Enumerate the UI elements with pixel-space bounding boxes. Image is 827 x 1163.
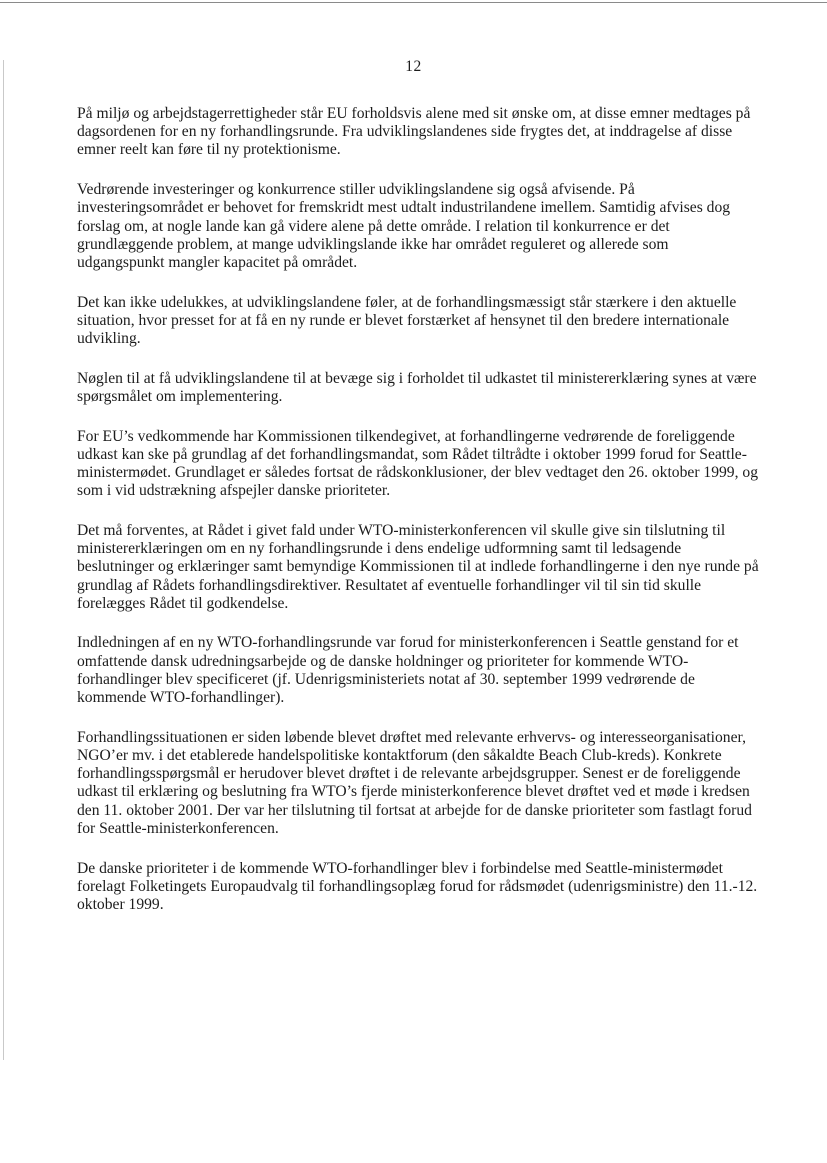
paragraph-negotiating-position: Det kan ikke udelukkes, at udviklingslandene føler, at de forhandlingsmæssigt står stærkere i den aktuelle situation, hvor presset for at få en ny runde er blevet forstærket af hensynet til den bredere internationale udvikling. <box>77 293 737 348</box>
scan-top-edge <box>0 2 827 3</box>
scan-left-edge <box>3 60 4 1060</box>
page-number: 12 <box>405 58 422 75</box>
paragraph-stakeholder-consultation: Forhandlingssituationen er siden løbende blevet drøftet med relevante erhvervs- og interesseorganisationer, NGO’er mv. i det etablerede handelspolitiske kontaktforum (den såkaldte Beach Club-kreds). Konkrete forhandlingsspørgsmål er herudover blevet drøftet i de relevante arbejdsgrupper. Senest er de foreliggende udkast til erklæring og beslutning fra WTO’s fjerde ministerkonference blevet drøftet ved et møde i kredsen den 11. oktober 2001. Der var her tilslutning til fortsat at arbejde for de danske prioriteter som fastlagt forud for Seattle-ministerkonferencen. <box>77 728 752 837</box>
paragraph-environment-labour: På miljø og arbejdstagerrettigheder står EU forholdsvis alene med sit ønske om, at disse emner medtages på dagsordenen for en ny forhandlingsrunde. Fra udviklingslandenes side frygtes det, at inddragelse af disse emner reelt kan føre til ny protektionisme. <box>77 105 751 159</box>
document-body <box>77 105 759 936</box>
paragraph-danish-preparation: Indledningen af en ny WTO-forhandlingsrunde var forud for ministerkonferencen i Seattle genstand for et omfattende dansk udredningsarbejde og de danske holdninger og prioriteter for kommende WTO-forhandlinger blev specificeret (jf. Udenrigsministeriets notat af 30. september 1999 vedrørende de kommende WTO-forhandlinger). <box>77 634 739 707</box>
paragraph-council-approval: Det må forventes, at Rådet i givet fald under WTO-ministerkonferencen vil skulle give sin tilslutning til ministererklæringen om en ny forhandlingsrunde i dens endelige udformning samt til ledsagende beslutninger og erklæringer samt bemyndige Kommissionen til at indlede forhandlingerne i den nye runde på grundlag af Rådets forhandlingsdirektiver. Resultatet af eventuelle forhandlinger vil til sin tid skulle forelægges Rådet til godkendelse. <box>77 521 759 612</box>
paragraph-investment-competition: Vedrørende investeringer og konkurrence stiller udviklingslandene sig også afvisende. På investeringsområdet er behovet for fremskridt mest udtalt industrilandene imellem. Samtidig afvises dog forslag om, at nogle lande kan gå videre alene på dette område. I relation til konkurrence er det grundlæggende problem, at mange udviklingslande ikke har området reguleret og allerede som udgangspunkt mangler kapacitet på området. <box>77 181 731 271</box>
paragraph-danish-priorities: De danske prioriteter i de kommende WTO-forhandlinger blev i forbindelse med Seattle-ministermødet forelagt Folketingets Europaudvalg til forhandlingsoplæg forud for rådsmødet (udenrigsministre) den 11.-12. oktober 1999. <box>77 859 758 913</box>
paragraph-eu-mandate: For EU’s vedkommende har Kommissionen tilkendegivet, at forhandlingerne vedrørende de foreliggende udkast kan ske på grundlag af det forhandlingsmandat, som Rådet tiltrådte i oktober 1999 forud for Seattle-ministermødet. Grundlaget er således fortsat de rådskonklusioner, der blev vedtaget den 26. oktober 1999, og som i vid udstrækning afspejler danske prioriteter. <box>77 427 758 500</box>
paragraph-implementation: Nøglen til at få udviklingslandene til at bevæge sig i forholdet til udkastet til ministererklæring synes at være spørgsmålet om implementering. <box>77 369 757 405</box>
